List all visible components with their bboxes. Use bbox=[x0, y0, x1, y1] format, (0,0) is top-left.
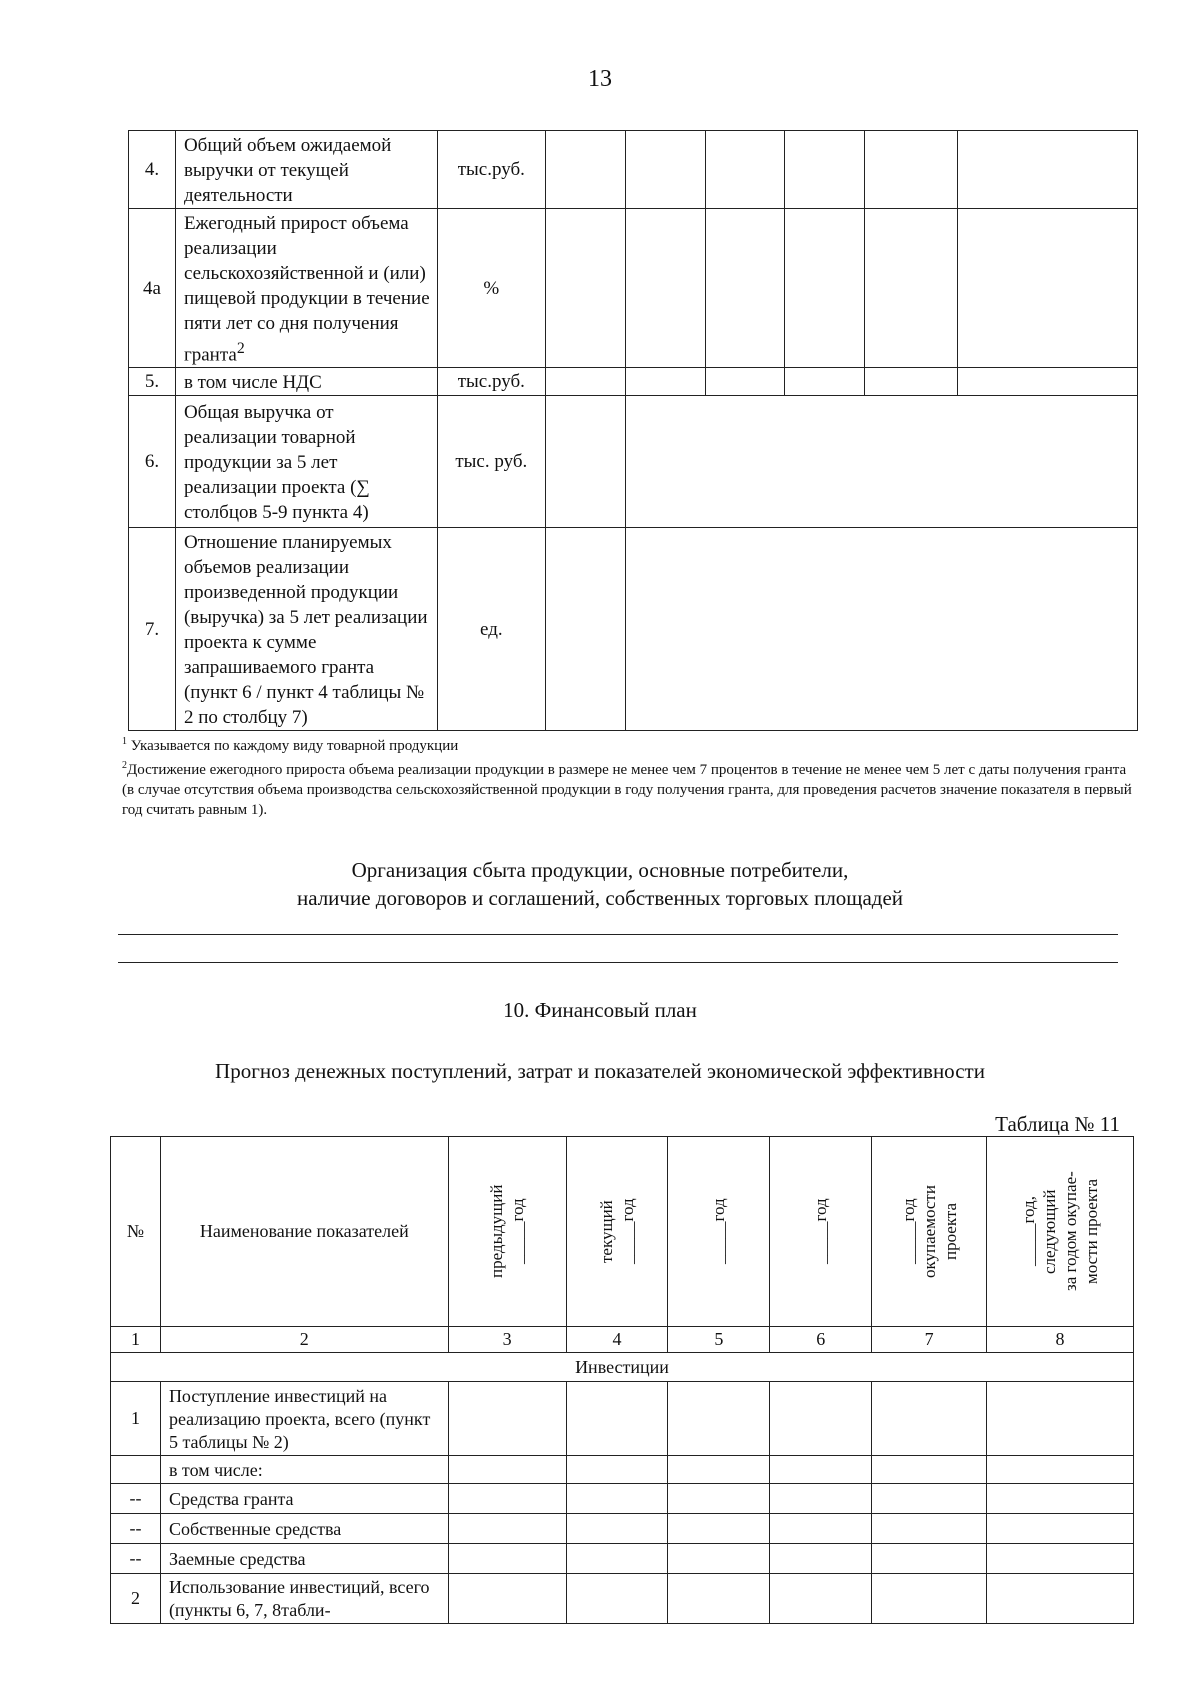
value-cell bbox=[625, 131, 705, 209]
row-number: 4а bbox=[129, 209, 176, 368]
value-cell bbox=[958, 131, 1138, 209]
indicator-name: в том числе: bbox=[160, 1456, 448, 1484]
year-header-text: _____год bbox=[811, 1198, 831, 1265]
value-cell bbox=[987, 1514, 1134, 1544]
value-cell bbox=[770, 1574, 872, 1624]
column-number: 3 bbox=[448, 1327, 566, 1353]
row-number: -- bbox=[111, 1544, 161, 1574]
value-cell bbox=[668, 1456, 770, 1484]
value-cell bbox=[668, 1382, 770, 1456]
indicator-name: в том числе НДС bbox=[175, 368, 437, 396]
year-header-text: текущий _____год bbox=[596, 1198, 637, 1265]
value-cell bbox=[865, 131, 958, 209]
fill-in-line bbox=[118, 962, 1118, 963]
table-row bbox=[111, 1484, 1134, 1514]
column-number: 4 bbox=[566, 1327, 668, 1353]
row-number: 5. bbox=[129, 368, 176, 396]
value-cell bbox=[865, 209, 958, 368]
year-header-text: предыдущий _____год bbox=[487, 1184, 528, 1279]
table-row bbox=[129, 131, 1138, 209]
value-cell bbox=[566, 1382, 668, 1456]
value-cell bbox=[545, 528, 625, 731]
merged-value-cell bbox=[625, 528, 1137, 731]
value-cell bbox=[566, 1484, 668, 1514]
value-cell bbox=[770, 1514, 872, 1544]
value-cell bbox=[958, 368, 1138, 396]
value-cell bbox=[770, 1544, 872, 1574]
year-header bbox=[668, 1137, 770, 1327]
value-cell bbox=[668, 1544, 770, 1574]
row-number: 4. bbox=[129, 131, 176, 209]
indicator-name: Заемные средства bbox=[160, 1544, 448, 1574]
footnote-text: Указывается по каждому виду товарной продукции bbox=[130, 738, 459, 754]
year-header bbox=[566, 1137, 668, 1327]
value-cell bbox=[705, 368, 785, 396]
column-number: 7 bbox=[872, 1327, 987, 1353]
value-cell bbox=[770, 1484, 872, 1514]
financial-plan-table bbox=[110, 1136, 1134, 1624]
column-number-row bbox=[111, 1327, 1134, 1353]
table-row bbox=[111, 1382, 1134, 1456]
value-cell bbox=[545, 368, 625, 396]
row-number bbox=[111, 1456, 161, 1484]
value-cell bbox=[872, 1514, 987, 1544]
section-row bbox=[111, 1353, 1134, 1382]
value-cell bbox=[448, 1574, 566, 1624]
value-cell bbox=[566, 1544, 668, 1574]
value-cell bbox=[865, 368, 958, 396]
column-number: 2 bbox=[160, 1327, 448, 1353]
footnotes bbox=[122, 732, 1132, 820]
forecast-heading: Прогноз денежных поступлений, затрат и показателей экономической эффективности bbox=[215, 1059, 985, 1083]
footnote-mark: 2 bbox=[122, 760, 127, 771]
value-cell bbox=[987, 1484, 1134, 1514]
row-number: -- bbox=[111, 1514, 161, 1544]
value-cell bbox=[705, 131, 785, 209]
value-cell bbox=[448, 1544, 566, 1574]
value-cell bbox=[958, 209, 1138, 368]
value-cell bbox=[566, 1514, 668, 1544]
value-cell bbox=[448, 1456, 566, 1484]
row-number: 1 bbox=[111, 1382, 161, 1456]
header-name: Наименование показателей bbox=[160, 1137, 448, 1327]
merged-value-cell bbox=[625, 396, 1137, 528]
unit-cell: ед. bbox=[437, 528, 545, 731]
indicator-name: Поступление инвестиций на реализацию проекта, всего (пункт 5 таблицы № 2) bbox=[160, 1382, 448, 1456]
header-num: № bbox=[111, 1137, 161, 1327]
indicator-name: Отношение планируемых объемов реализации произведенной продукции (выручка) за 5 лет реализации проекта к сумме запрашиваемого гранта (пункт 6 / пункт 4 таблицы № 2 по столбцу 7) bbox=[175, 528, 437, 731]
value-cell bbox=[566, 1574, 668, 1624]
value-cell bbox=[705, 209, 785, 368]
footnote-text: Достижение ежегодного прироста объема реализации продукции в размере не менее чем 7 процентов в течение не менее чем 5 лет с даты получения гранта (в случае отсутствия объема производства сельскохозяйственной продукции в году получения гранта, для проведения расчетов значение показателя в первый год считать равным 1). bbox=[122, 762, 1132, 818]
unit-cell: % bbox=[437, 209, 545, 368]
value-cell bbox=[566, 1456, 668, 1484]
unit-cell: тыс.руб. bbox=[437, 131, 545, 209]
indicator-name: Средства гранта bbox=[160, 1484, 448, 1514]
value-cell bbox=[872, 1574, 987, 1624]
year-header bbox=[872, 1137, 987, 1327]
unit-cell: тыс.руб. bbox=[437, 368, 545, 396]
row-number: 7. bbox=[129, 528, 176, 731]
indicator-name-text: Ежегодный прирост объема реализации сельскохозяйственной и (или) пищевой продукции в течение пяти лет со дня получения гранта bbox=[183, 213, 430, 366]
sales-organization-heading bbox=[0, 856, 1200, 912]
value-cell bbox=[770, 1456, 872, 1484]
section-investments: Инвестиции bbox=[111, 1353, 1134, 1382]
column-number: 6 bbox=[770, 1327, 872, 1353]
indicator-name: Общий объем ожидаемой выручки от текущей деятельности bbox=[175, 131, 437, 209]
value-cell bbox=[545, 396, 625, 528]
year-header bbox=[770, 1137, 872, 1327]
indicator-name: Собственные средства bbox=[160, 1514, 448, 1544]
value-cell bbox=[872, 1484, 987, 1514]
year-header-text: _____год bbox=[709, 1198, 729, 1265]
value-cell bbox=[448, 1382, 566, 1456]
value-cell bbox=[987, 1382, 1134, 1456]
table-row bbox=[129, 368, 1138, 396]
value-cell bbox=[668, 1514, 770, 1544]
table-number: Таблица № 11 bbox=[995, 1112, 1120, 1136]
year-header-text: _____год, следующий за годом окупае- мости проекта bbox=[1019, 1171, 1102, 1292]
footnote-ref: 2 bbox=[236, 340, 245, 357]
footnote-1 bbox=[122, 732, 1132, 756]
value-cell bbox=[785, 209, 865, 368]
column-number: 5 bbox=[668, 1327, 770, 1353]
table-row bbox=[129, 396, 1138, 528]
value-cell bbox=[448, 1484, 566, 1514]
footnote-mark: 1 bbox=[122, 736, 127, 747]
value-cell bbox=[785, 368, 865, 396]
indicator-name: Общая выручка от реализации товарной продукции за 5 лет реализации проекта (∑ столбцов 5-9 пункта 4) bbox=[175, 396, 437, 528]
financial-plan-heading: 10. Финансовый план bbox=[503, 998, 697, 1022]
indicator-name: Использование инвестиций, всего (пункты 6, 7, 8табли- bbox=[160, 1574, 448, 1624]
year-header bbox=[987, 1137, 1134, 1327]
value-cell bbox=[987, 1544, 1134, 1574]
column-number: 1 bbox=[111, 1327, 161, 1353]
value-cell bbox=[448, 1514, 566, 1544]
value-cell bbox=[872, 1544, 987, 1574]
table-row bbox=[111, 1514, 1134, 1544]
page-number: 13 bbox=[588, 66, 612, 92]
value-cell bbox=[545, 209, 625, 368]
table-row bbox=[111, 1456, 1134, 1484]
year-header bbox=[448, 1137, 566, 1327]
unit-cell: тыс. руб. bbox=[437, 396, 545, 528]
indicator-name bbox=[175, 209, 437, 368]
value-cell bbox=[987, 1574, 1134, 1624]
value-cell bbox=[872, 1456, 987, 1484]
sales-indicators-table bbox=[128, 130, 1138, 731]
column-number: 8 bbox=[987, 1327, 1134, 1353]
header-row bbox=[111, 1137, 1134, 1327]
row-number: 6. bbox=[129, 396, 176, 528]
table-row bbox=[111, 1574, 1134, 1624]
table-row bbox=[111, 1544, 1134, 1574]
value-cell bbox=[625, 209, 705, 368]
value-cell bbox=[770, 1382, 872, 1456]
year-header-text: _____год окупаемости проекта bbox=[898, 1185, 960, 1278]
heading-line: наличие договоров и соглашений, собственных торговых площадей bbox=[296, 886, 904, 910]
footnote-2 bbox=[122, 756, 1132, 820]
table-row bbox=[129, 209, 1138, 368]
value-cell bbox=[872, 1382, 987, 1456]
fill-in-line bbox=[118, 934, 1118, 935]
row-number: -- bbox=[111, 1484, 161, 1514]
row-number: 2 bbox=[111, 1574, 161, 1624]
value-cell bbox=[785, 131, 865, 209]
table-row bbox=[129, 528, 1138, 731]
value-cell bbox=[668, 1574, 770, 1624]
value-cell bbox=[668, 1484, 770, 1514]
value-cell bbox=[987, 1456, 1134, 1484]
heading-line: Организация сбыта продукции, основные потребители, bbox=[351, 858, 849, 882]
value-cell bbox=[625, 368, 705, 396]
value-cell bbox=[545, 131, 625, 209]
